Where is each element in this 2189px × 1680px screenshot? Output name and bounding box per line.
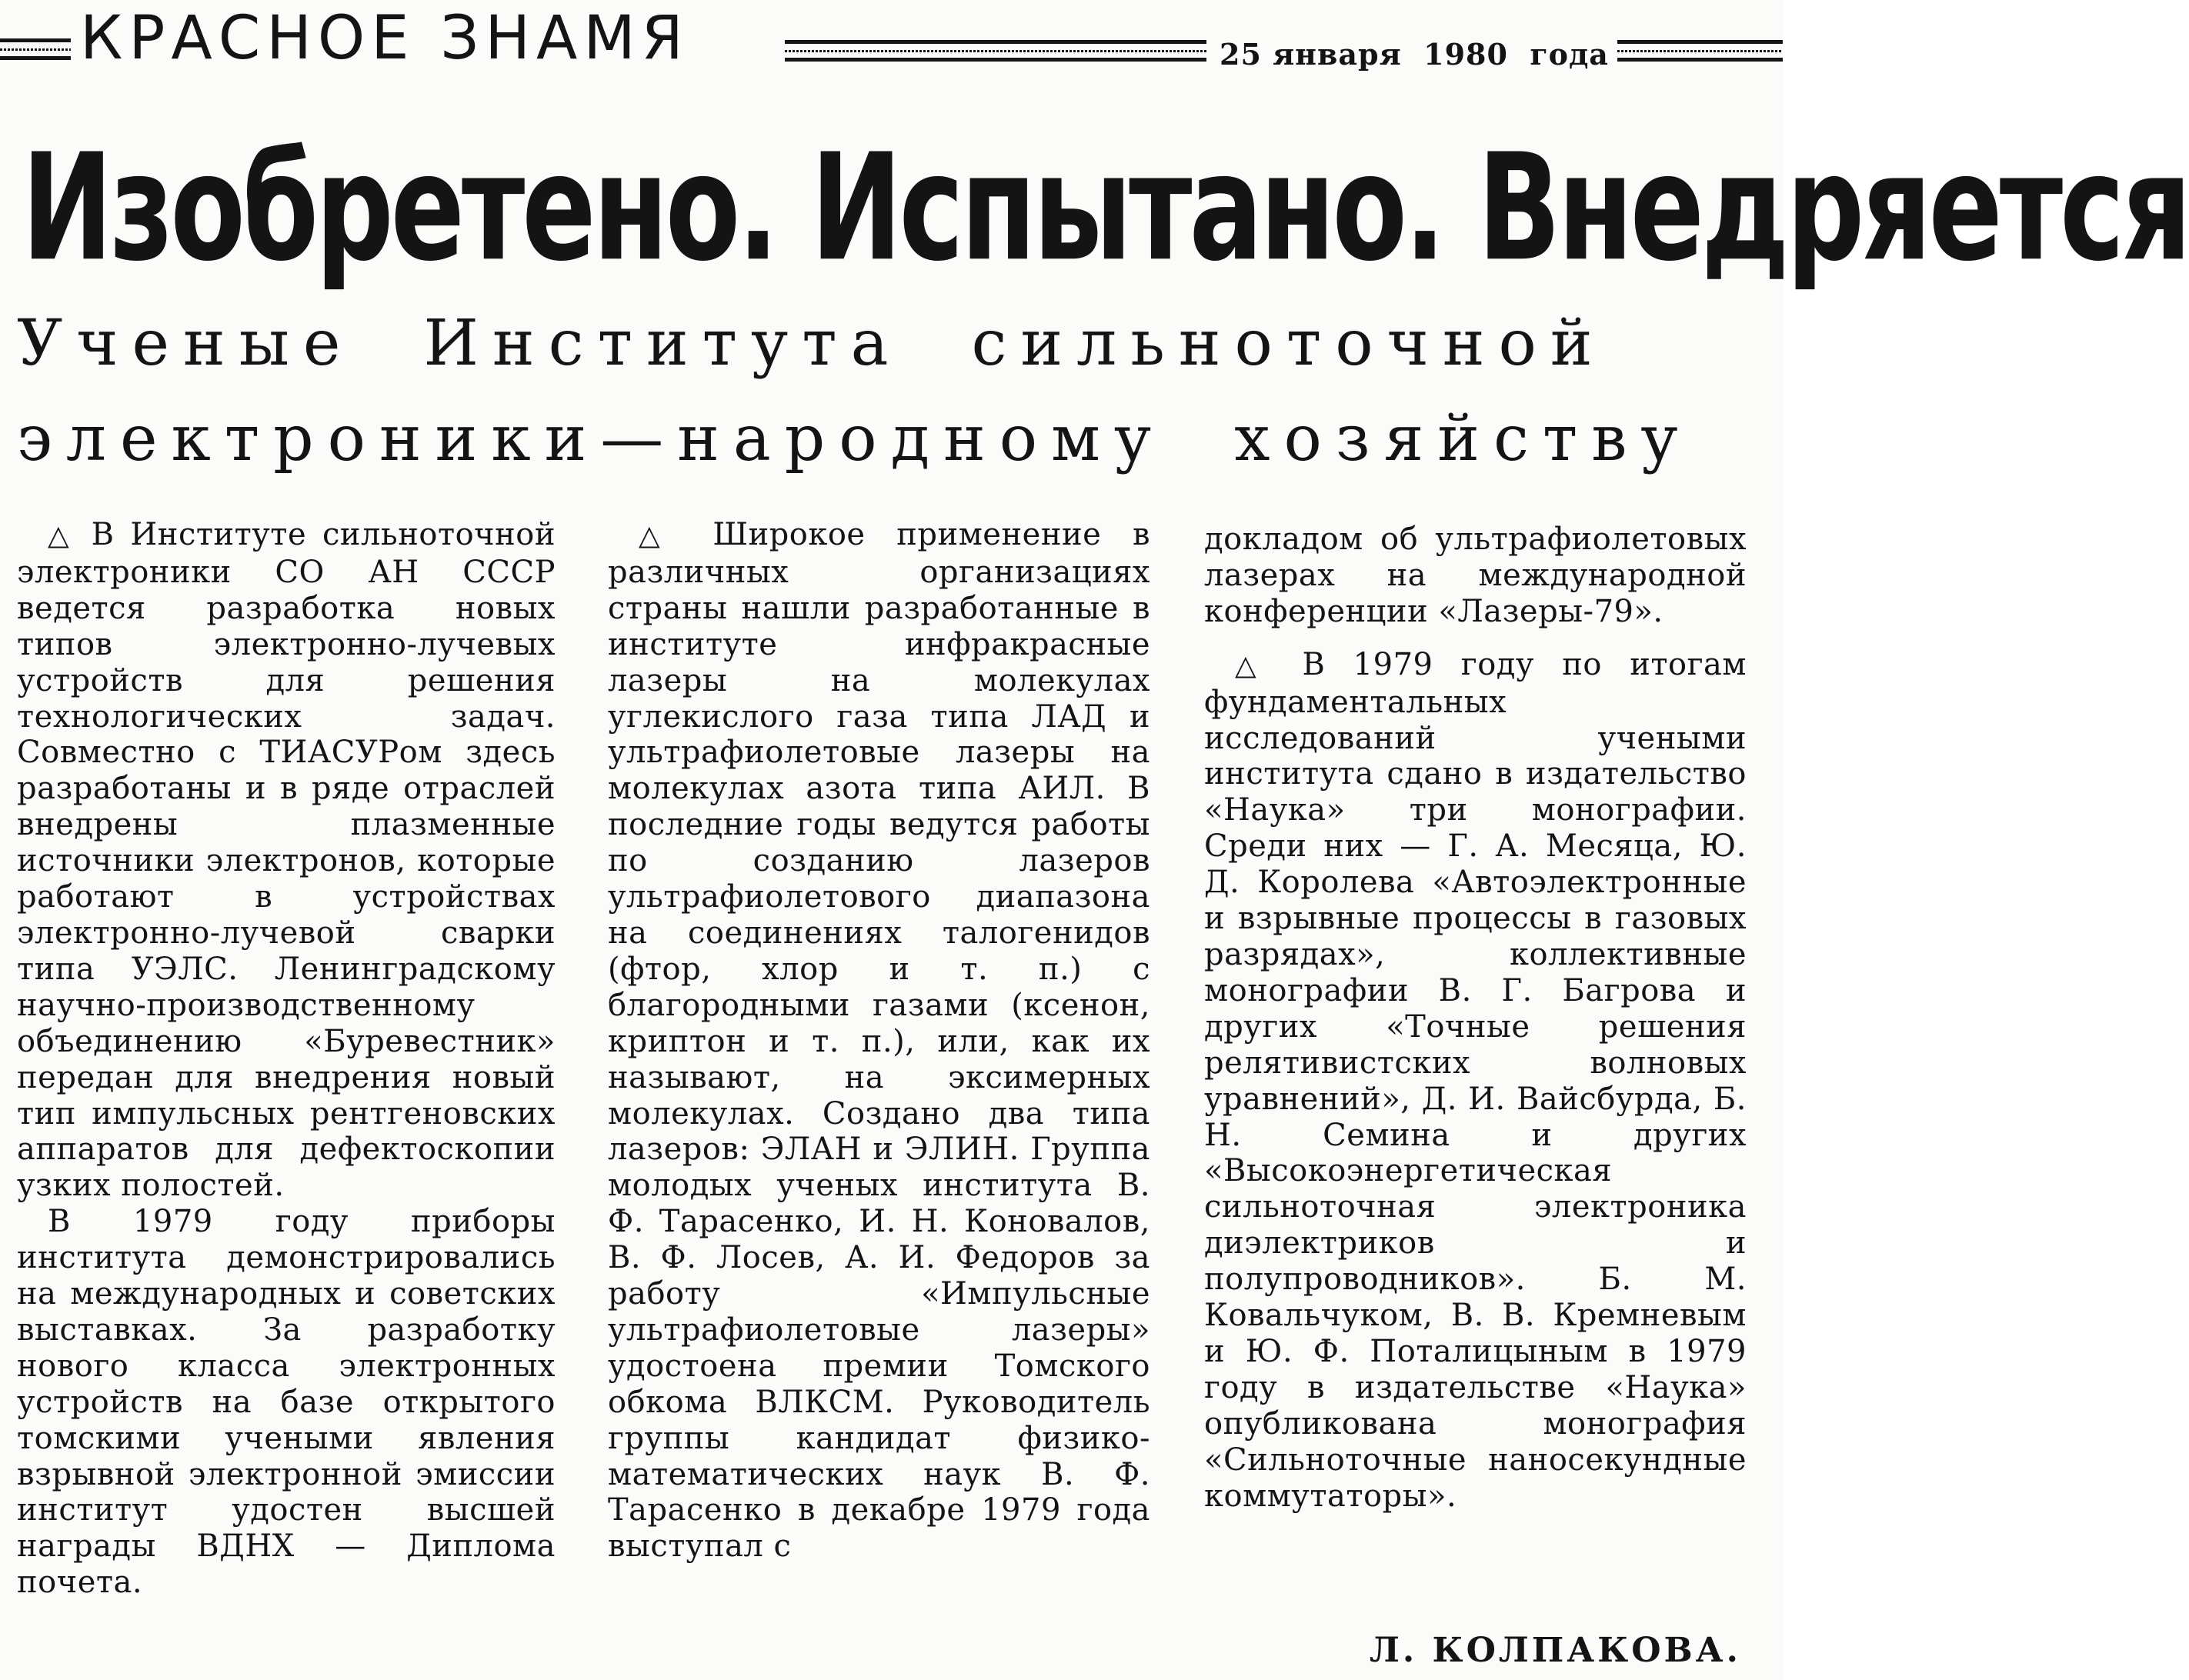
masthead-rule-right: [1617, 40, 1783, 62]
triangle-marker-icon: △: [48, 520, 75, 552]
issue-date: 25 января 1980 года: [1220, 37, 1609, 72]
article-column-2: [608, 517, 1150, 1565]
article-column-1: [17, 517, 556, 1601]
paragraph: [608, 517, 1150, 1565]
newspaper-name: КРАСНОЕ ЗНАМЯ: [80, 4, 689, 73]
article-headline: Изобретено. Испытано. Внедряется: [22, 122, 2189, 295]
triangle-marker-icon: △: [1235, 649, 1275, 682]
masthead-rule-left: [0, 38, 71, 60]
paragraph: [17, 517, 556, 1204]
paragraph: В 1979 году приборы института демонстрировались на международных и советских выставках. За разработку нового класса электронных устройств на базе открытого томскими учеными явления взрывной электронной эмиссии институт удостен высшей награды ВДНХ — Диплома почета.: [17, 1204, 556, 1601]
triangle-marker-icon: △: [639, 520, 682, 552]
paragraph-text: В 1979 году по итогам фундаментальных исследований учеными института сдано в издательство «Наука» три монографии. Среди них — Г. А. Месяца, Ю. Д. Королева «Автоэлектронные и взрывные процессы в газовых разрядах», коллективные монографии В. Г. Багрова и других «Точные решения релятивистских волновых уравнений», Д. И. Вайсбурда, Б. Н. Семина и других «Высокоэнергетическая сильноточная электроника диэлектриков и полупроводников». Б. М. Ковальчуком, В. В. Кремневым и Ю. Ф. Поталицыным в 1979 году в издательстве «Наука» опубликована монография «Сильноточные наносекундные коммутаторы».: [1204, 646, 1747, 1514]
article-column-3: [1204, 522, 1747, 1514]
paragraph-text: В Институте сильноточной электроники СО АН СССР ведется разработка новых типов электронно-лучевых устройств для решения технологических задач. Совместно с ТИАСУРом здесь разработаны и в ряде отраслей внедрены плазменные источники электронов, которые работают в устройствах электронно-лучевой сварки типа УЭЛС. Ленинградскому научно-производственному объединению «Буревестник» передан для внедрения новый тип импульсных рентгеновских аппаратов для дефектоскопии узких полостей.: [17, 517, 556, 1204]
article-subhead: [17, 296, 1771, 487]
author-signature: Л. КОЛПАКОВА.: [1370, 1631, 1741, 1670]
masthead-rule-middle: [785, 40, 1206, 62]
paragraph-continuation: докладом об ультрафиолетовых лазерах на международной конференции «Лазеры-79».: [1204, 522, 1747, 629]
paragraph-text: Широкое применение в различных организациях страны нашли разработанные в институте инфракрасные лазеры на молекулах углекислого газа типа ЛАД и ультрафиолетовые лазеры на молекулах азота типа АИЛ. В последние годы ведутся работы по созданию лазеров ультрафиолетового диапазона на соединениях талогенидов (фтор, хлор и т. п.) с благородными газами (ксенон, криптон и т. п.), или, как их называют, на эксимерных молекулах. Создано два типа лазеров: ЭЛАН и ЭЛИН. Группа молодых ученых института В. Ф. Тарасенко, И. Н. Коновалов, В. Ф. Лосев, А. И. Федоров за работу «Импульсные ультрафиолетовые лазеры» удостоена премии Томского обкома ВЛКСМ. Руководитель группы кандидат физико-математических наук В. Ф. Тарасенко в декабре 1979 года выступал с: [608, 517, 1151, 1565]
paragraph: [1204, 647, 1747, 1515]
masthead: [0, 0, 1783, 92]
subhead-line-2: электроники—народному хозяйству: [17, 402, 1692, 475]
subhead-line-1: Ученые Института сильноточной: [17, 307, 1607, 380]
